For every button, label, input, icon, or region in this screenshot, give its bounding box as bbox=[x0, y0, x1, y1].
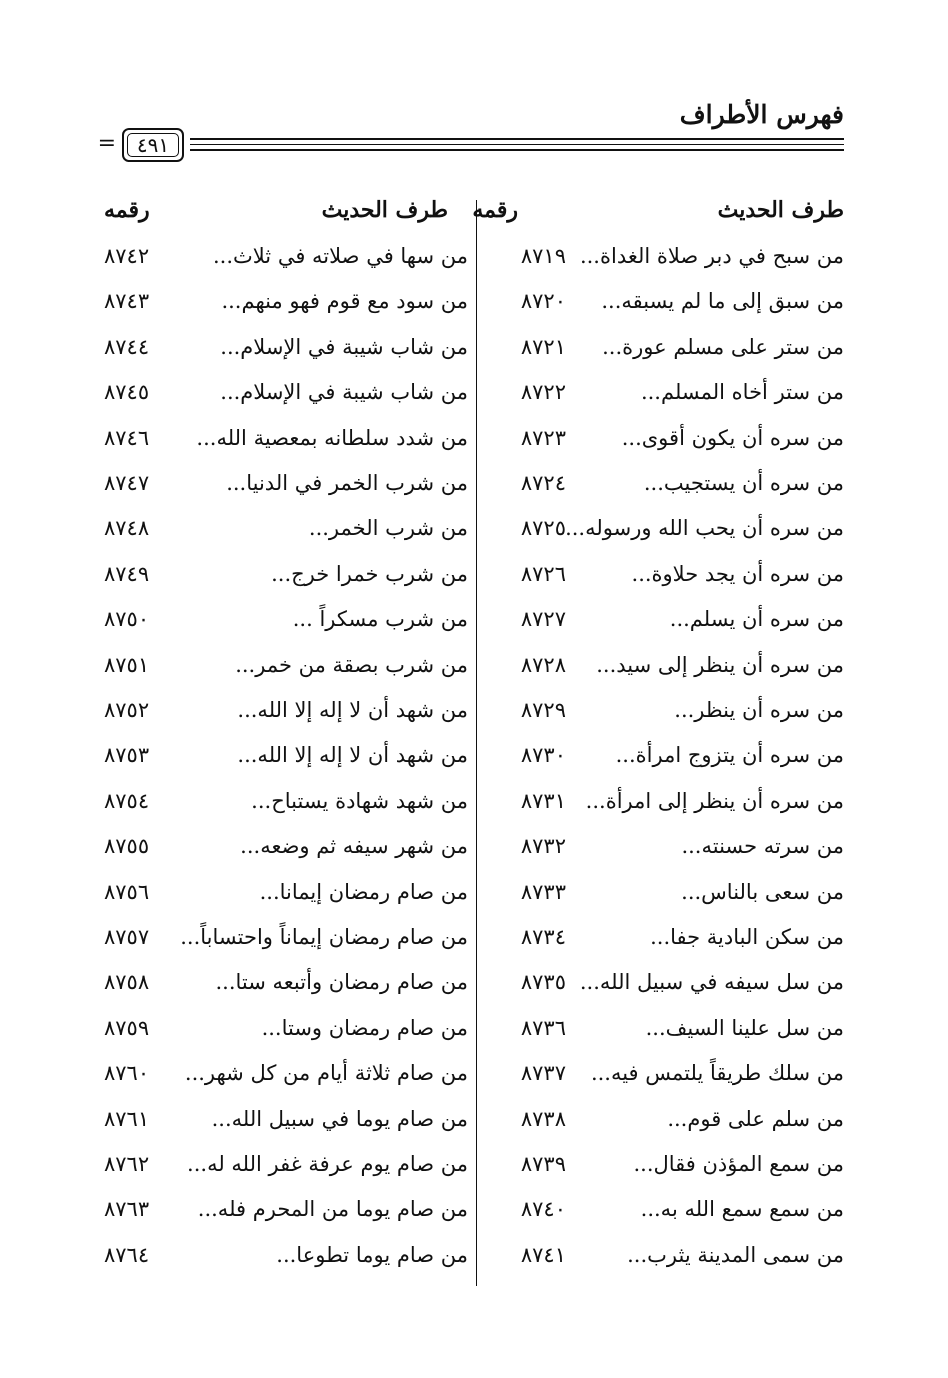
hadith-text: من صام يوما من المحرم فله... bbox=[197, 1197, 468, 1222]
hadith-number: ٨٧٢٤ bbox=[520, 471, 566, 495]
hadith-text: من سل سيفه في سبيل الله... bbox=[579, 970, 844, 995]
hadith-text: من سره أن يستجيب... bbox=[643, 471, 844, 495]
table-row bbox=[104, 962, 844, 1002]
table-row bbox=[104, 1008, 844, 1048]
hadith-text: من سره أن ينظر إلى امرأة... bbox=[585, 788, 844, 813]
hadith-text: من سبق إلى ما لم يسبقه... bbox=[601, 289, 844, 314]
hadith-number: ٨٧٤١ bbox=[520, 1242, 566, 1267]
hadith-number: ٨٧٣٢ bbox=[520, 834, 566, 859]
hadith-number: ٨٧٢٩ bbox=[520, 698, 566, 722]
hadith-text: من صام رمضان وأتبعه ستا... bbox=[215, 970, 468, 995]
hadith-text: من شهد أن لا إله إلا الله... bbox=[237, 698, 468, 722]
hadith-number: ٨٧٢٠ bbox=[520, 289, 566, 314]
table-row bbox=[104, 599, 844, 639]
table-row bbox=[104, 1235, 844, 1275]
hadith-number: ٨٧٥٢ bbox=[104, 698, 150, 722]
hadith-text: من سكن البادية جفا... bbox=[650, 925, 844, 949]
hadith-number: ٨٧٦١ bbox=[104, 1106, 150, 1131]
hadith-number: ٨٧٤٥ bbox=[104, 380, 150, 405]
hadith-number: ٨٧٣٣ bbox=[520, 879, 566, 904]
hadith-text: من ستر أخاه المسلم... bbox=[640, 380, 844, 405]
table-row bbox=[104, 327, 844, 367]
hadith-number: ٨٧٥١ bbox=[104, 652, 150, 677]
hadith-text: من شاب شيبة في الإسلام... bbox=[220, 334, 468, 359]
table-row bbox=[104, 645, 844, 685]
table-row bbox=[104, 418, 844, 458]
table-row bbox=[104, 554, 844, 594]
header-number-right: رقمه bbox=[472, 197, 518, 223]
hadith-number: ٨٧٣٨ bbox=[520, 1106, 566, 1131]
table-row bbox=[104, 917, 844, 957]
hadith-number: ٨٧٣٦ bbox=[520, 1015, 566, 1040]
hadith-text: من شهد شهادة يستباح... bbox=[251, 788, 468, 813]
page-number: ٤٩١ bbox=[136, 133, 170, 157]
header-rule bbox=[190, 138, 844, 140]
hadith-text: من شرب مسكراً ... bbox=[292, 607, 468, 632]
header-rule bbox=[190, 144, 844, 145]
hadith-text: من سره أن يسلم... bbox=[669, 607, 844, 632]
hadith-text: من سلم على قوم... bbox=[667, 1106, 844, 1131]
hadith-number: ٨٧٣٧ bbox=[520, 1061, 566, 1086]
hadith-number: ٨٧٦٢ bbox=[104, 1152, 150, 1176]
hadith-text: من سمع المؤذن فقال... bbox=[633, 1152, 844, 1176]
table-row bbox=[104, 372, 844, 412]
hadith-text: من شرب خمرا خرج... bbox=[271, 561, 468, 586]
index-table-body bbox=[0, 236, 948, 1286]
hadith-number: ٨٧٤٣ bbox=[104, 289, 150, 314]
hadith-number: ٨٧٢٣ bbox=[520, 425, 566, 450]
hadith-text: من صام رمضان وستا... bbox=[261, 1015, 468, 1040]
hadith-number: ٨٧٦٤ bbox=[104, 1242, 150, 1267]
hadith-number: ٨٧٥٤ bbox=[104, 788, 150, 813]
hadith-number: ٨٧٢٥ bbox=[520, 516, 566, 541]
hadith-number: ٨٧٤٧ bbox=[104, 471, 150, 495]
table-row bbox=[104, 1099, 844, 1139]
page-number-frame bbox=[122, 128, 184, 162]
hadith-number: ٨٧٤٦ bbox=[104, 425, 150, 450]
hadith-text: من سمى المدينة يثرب... bbox=[627, 1242, 844, 1267]
table-row bbox=[104, 781, 844, 821]
table-row bbox=[104, 872, 844, 912]
hadith-number: ٨٧٥٧ bbox=[104, 925, 150, 949]
hadith-text: من صام رمضان إيمانا... bbox=[259, 879, 468, 904]
hadith-number: ٨٧٣٥ bbox=[520, 970, 566, 995]
hadith-text: من سره أن ينظر... bbox=[674, 698, 844, 722]
table-row bbox=[104, 1053, 844, 1093]
table-row bbox=[104, 826, 844, 866]
hadith-number: ٨٧٢٧ bbox=[520, 607, 566, 632]
header-text-left: طرف الحديث bbox=[321, 197, 448, 223]
hadith-number: ٨٧٥٨ bbox=[104, 970, 150, 995]
hadith-number: ٨٧٦٠ bbox=[104, 1061, 150, 1086]
table-row bbox=[104, 690, 844, 730]
hadith-number: ٨٧٤٨ bbox=[104, 516, 150, 541]
hadith-number: ٨٧٢١ bbox=[520, 334, 566, 359]
hadith-text: من سعى بالناس... bbox=[681, 879, 844, 904]
header-text-right: طرف الحديث bbox=[717, 197, 844, 223]
hadith-text: من سرته حسنته... bbox=[681, 834, 844, 859]
table-header bbox=[104, 190, 844, 230]
hadith-text: من سره أن يكون أقوى... bbox=[621, 425, 844, 450]
hadith-number: ٨٧٥٥ bbox=[104, 834, 150, 859]
hadith-number: ٨٧٢٦ bbox=[520, 561, 566, 586]
hadith-text: من صام يوم عرفة غفر الله له... bbox=[187, 1152, 468, 1176]
table-row bbox=[104, 1189, 844, 1229]
hadith-text: من شهد أن لا إله إلا الله... bbox=[237, 743, 468, 768]
hadith-text: من سره أن يحب الله ورسوله... bbox=[565, 516, 844, 541]
hadith-text: من سلك طريقاً يلتمس فيه... bbox=[590, 1061, 844, 1086]
hadith-number: ٨٧٤٠ bbox=[520, 1197, 566, 1222]
page-title: فهرس الأطراف bbox=[679, 100, 844, 129]
table-row bbox=[104, 508, 844, 548]
hadith-number: ٨٧٥٠ bbox=[104, 607, 150, 632]
hadith-text: من ستر على مسلم عورة... bbox=[602, 334, 844, 359]
hadith-text: من شدد سلطانه بمعصية الله... bbox=[196, 425, 468, 450]
hadith-number: ٨٧١٩ bbox=[520, 244, 566, 268]
hadith-text: من سره أن يتزوج امرأة... bbox=[615, 743, 844, 768]
hadith-text: من صام يوما تطوعا... bbox=[276, 1242, 468, 1267]
hadith-text: من سره أن ينظر إلى سيد... bbox=[596, 652, 844, 677]
hadith-number: ٨٧٢٢ bbox=[520, 380, 566, 405]
hadith-number: ٨٧٢٨ bbox=[520, 652, 566, 677]
hadith-text: من سود مع قوم فهو منهم... bbox=[221, 289, 468, 314]
hadith-number: ٨٧٤٢ bbox=[104, 244, 150, 268]
hadith-text: من سبح في دبر صلاة الغداة... bbox=[579, 244, 844, 268]
hadith-text: من سل علينا السيف... bbox=[645, 1015, 844, 1040]
table-row bbox=[104, 735, 844, 775]
hadith-number: ٨٧٣٩ bbox=[520, 1152, 566, 1176]
hadith-number: ٨٧٥٣ bbox=[104, 743, 150, 768]
hadith-number: ٨٧٣٤ bbox=[520, 925, 566, 949]
header-number-left: رقمه bbox=[104, 197, 150, 223]
hadith-number: ٨٧٤٩ bbox=[104, 561, 150, 586]
hadith-text: من شاب شيبة في الإسلام... bbox=[220, 380, 468, 405]
hadith-text: من صام ثلاثة أيام من كل شهر... bbox=[184, 1061, 468, 1086]
page-number-dash: = bbox=[97, 131, 116, 156]
hadith-number: ٨٧٣١ bbox=[520, 788, 566, 813]
hadith-text: من سره أن يجد حلاوة... bbox=[631, 561, 844, 586]
hadith-number: ٨٧٦٣ bbox=[104, 1197, 150, 1222]
hadith-text: من شرب بصقة من خمر... bbox=[235, 652, 468, 677]
hadith-number: ٨٧٣٠ bbox=[520, 743, 566, 768]
table-row bbox=[104, 236, 844, 276]
header-rule bbox=[190, 149, 844, 151]
hadith-text: من سها في صلاته في ثلاث... bbox=[212, 244, 468, 268]
table-row bbox=[104, 463, 844, 503]
hadith-text: من سمع سمع الله به... bbox=[640, 1197, 844, 1222]
hadith-text: من صام يوما في سبيل الله... bbox=[211, 1106, 468, 1131]
hadith-number: ٨٧٥٩ bbox=[104, 1015, 150, 1040]
hadith-number: ٨٧٥٦ bbox=[104, 879, 150, 904]
hadith-number: ٨٧٤٤ bbox=[104, 334, 150, 359]
hadith-text: من شرب الخمر في الدنيا... bbox=[226, 471, 468, 495]
hadith-text: من صام رمضان إيماناً واحتساباً... bbox=[180, 925, 468, 949]
hadith-text: من شهر سيفه ثم وضعه... bbox=[240, 834, 468, 859]
table-row bbox=[104, 1144, 844, 1184]
hadith-text: من شرب الخمر... bbox=[308, 516, 468, 541]
table-row bbox=[104, 281, 844, 321]
